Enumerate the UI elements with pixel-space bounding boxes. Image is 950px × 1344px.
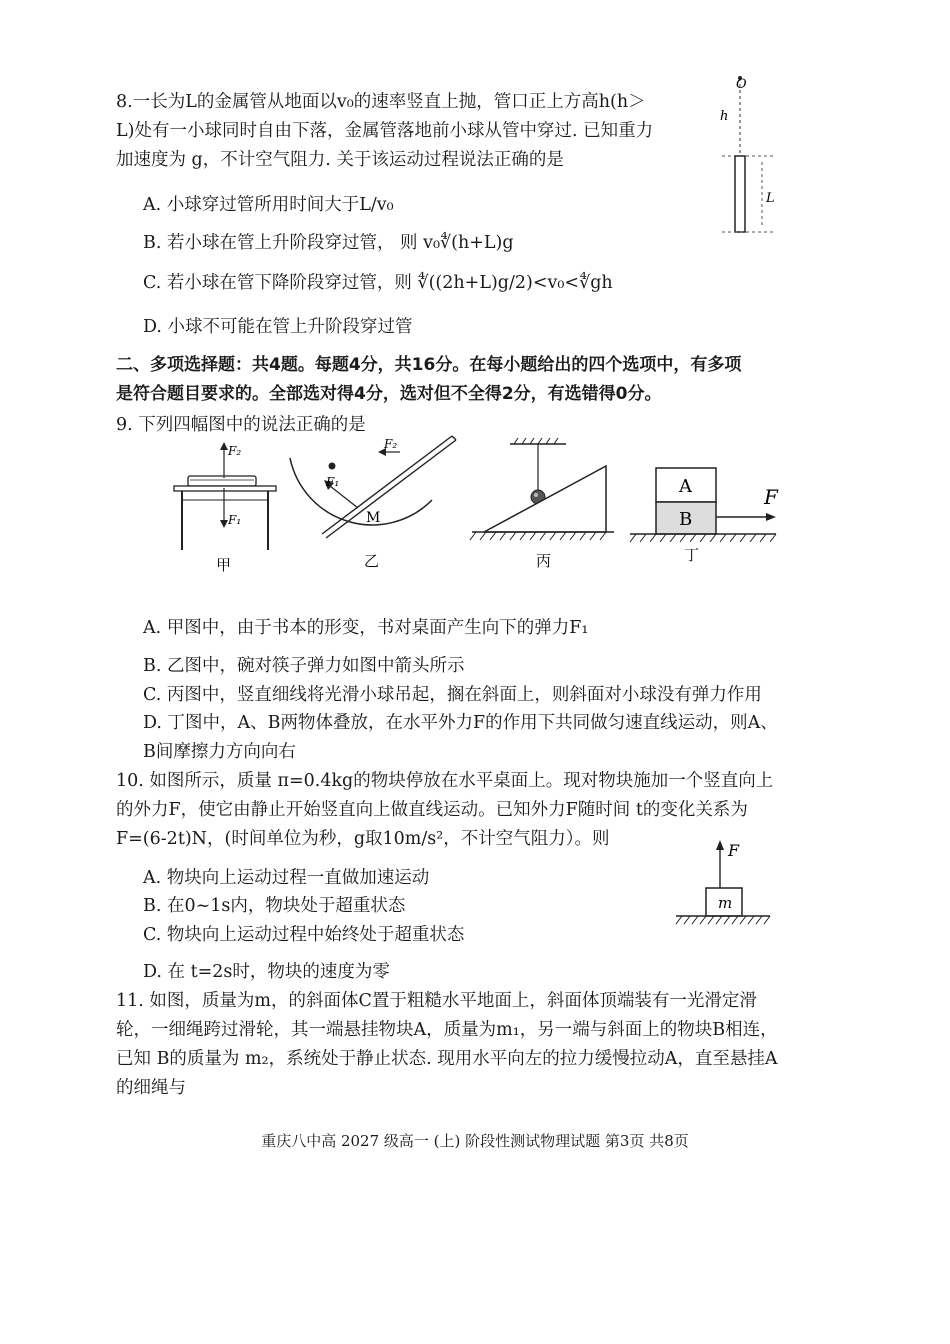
q11-line-3: 已知 B的质量为 m₂，系统处于静止状态. 现用水平向左的拉力缓慢拉动A，直至悬挂A: [116, 1049, 778, 1069]
q8-line-1: 8.一长为L的金属管从地面以v₀的速率竖直上抛，管口正上方高h(h＞: [116, 92, 646, 112]
q9-option-d-line-1: D. 丁图中，A、B两物体叠放，在水平外力F的作用下共同做匀速直线运动，则A、: [143, 713, 778, 733]
q9-jia-f2-label: F₂: [228, 444, 242, 458]
q10-fig-m-label: m: [718, 894, 733, 912]
q8-pipe-figure: [712, 72, 792, 240]
q10-option-a: A. 物块向上运动过程一直做加速运动: [143, 868, 430, 888]
section-2-header-line-1: 二、多项选择题：共4题。每题4分，共16分。在每小题给出的四个选项中，有多项: [116, 355, 742, 375]
q8-fig-label-h: h: [720, 109, 729, 124]
q10-option-b: B. 在0~1s内，物块处于超重状态: [143, 896, 406, 916]
q8-line-2: L)处有一小球同时自由下落，金属管落地前小球从管中穿过. 已知重力: [116, 121, 654, 141]
q9-option-b: B. 乙图中，碗对筷子弹力如图中箭头所示: [143, 656, 465, 676]
q8-fig-label-o: O: [736, 77, 747, 92]
q9-option-d-line-2: B间摩擦力方向向右: [143, 742, 296, 762]
page-footer: 重庆八中高 2027 级高一 (上) 阶段性测试物理试题 第3页 共8页: [261, 1132, 689, 1150]
q10-option-c: C. 物块向上运动过程中始终处于超重状态: [143, 925, 465, 945]
q9-bing-label: 丙: [536, 552, 552, 570]
q9-jia-f1-label: F₁: [228, 513, 242, 527]
q11-line-1: 11. 如图，质量为m，的斜面体C置于粗糙水平地面上，斜面体顶端装有一光滑定滑: [116, 991, 757, 1011]
q9-yi-f2-label: F₂: [384, 437, 398, 451]
q9-figure-bing: [466, 436, 616, 578]
q9-ding-b-label: B: [679, 509, 693, 530]
q10-fig-f-label: F: [728, 841, 740, 860]
q9-yi-m-label: M: [366, 510, 381, 526]
q9-ding-f-label: F: [764, 485, 778, 509]
q8-fig-label-l: L: [766, 191, 775, 206]
q8-option-a: A. 小球穿过管所用时间大于L/v₀: [143, 195, 394, 215]
q8-line-3: 加速度为 g，不计空气阻力. 关于该运动过程说法正确的是: [116, 150, 564, 170]
q9-yi-label: 乙: [364, 552, 380, 570]
q9-ding-a-label: A: [679, 476, 692, 497]
q9-stem: 9. 下列四幅图中的说法正确的是: [116, 415, 366, 435]
q9-option-a: A. 甲图中，由于书本的形变，书对桌面产生向下的弹力F₁: [143, 618, 589, 638]
q9-figure-ding: [626, 464, 796, 578]
q11-line-4: 的细绳与: [116, 1078, 186, 1098]
q10-option-d: D. 在 t=2s时，物块的速度为零: [143, 962, 390, 982]
q9-figure-jia: [168, 438, 280, 578]
q8-option-d: D. 小球不可能在管上升阶段穿过管: [143, 317, 413, 337]
q9-jia-label: 甲: [216, 556, 232, 574]
q10-line-2: 的外力F，使它由静止开始竖直向上做直线运动。已知外力F随时间 t的变化关系为: [116, 800, 748, 820]
q9-option-c: C. 丙图中，竖直细线将光滑小球吊起，搁在斜面上，则斜面对小球没有弹力作用: [143, 685, 762, 705]
q10-line-3: F=(6-2t)N，(时间单位为秒，g取10m/s²，不计空气阻力）。则: [116, 829, 610, 849]
q9-yi-f1-label: F₁: [326, 475, 340, 489]
q9-figure-yi: [284, 430, 464, 578]
q10-block-figure: [672, 838, 772, 936]
q8-option-b: B. 若小球在管上升阶段穿过管， 则 v₀∜(h+L)g: [143, 233, 514, 253]
q9-ding-label: 丁: [684, 546, 700, 564]
q8-option-c: C. 若小球在管下降阶段穿过管，则 ∜((2h+L)g/2)<v₀<∜gh: [143, 273, 613, 293]
section-2-header-line-2: 是符合题目要求的。全部选对得4分，选对但不全得2分，有选错得0分。: [116, 384, 662, 404]
q11-line-2: 轮，一细绳跨过滑轮，其一端悬挂物块A，质量为m₁，另一端与斜面上的物块B相连，: [116, 1020, 778, 1040]
q10-line-1: 10. 如图所示，质量 π=0.4kg的物块停放在水平桌面上。现对物块施加一个竖直向上: [116, 771, 774, 791]
